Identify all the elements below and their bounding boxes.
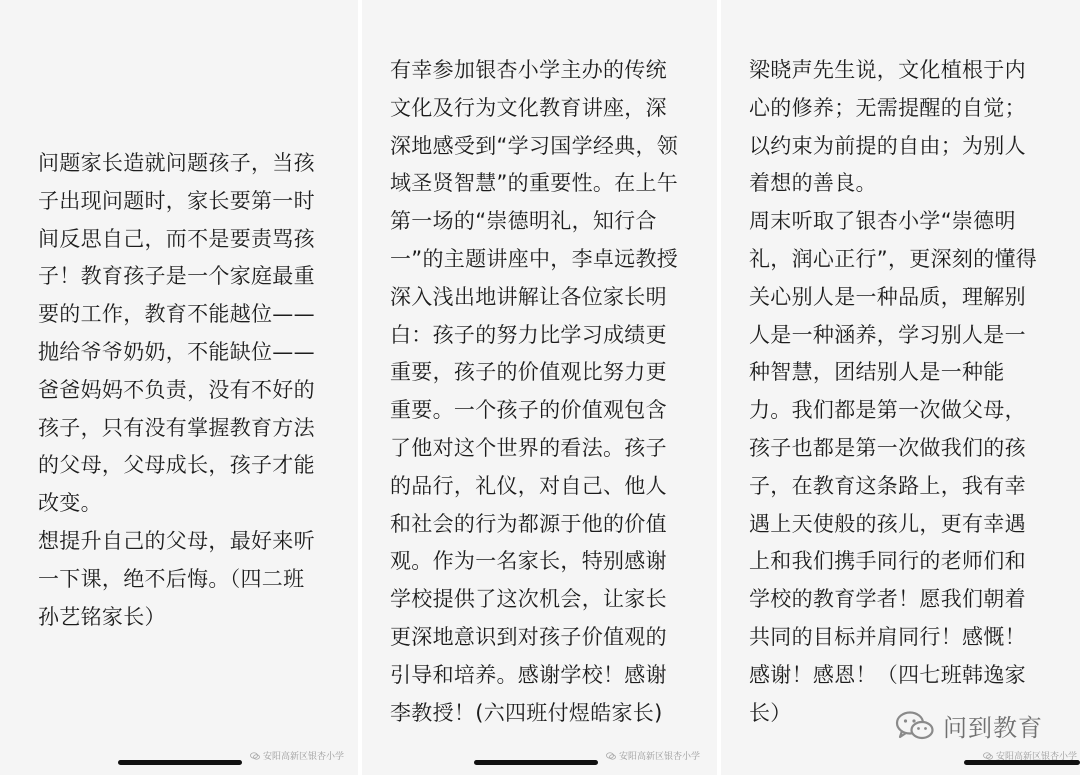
wechat-icon (606, 752, 616, 760)
text-line: 孩子，只有没有掌握教育方法 (38, 415, 315, 440)
brand-name: 问到教育 (943, 714, 1043, 742)
text-line: 感谢！感恩！（四七班韩逸家 (749, 662, 1026, 687)
parent-comment-3 (749, 52, 1054, 732)
text-line: 心的修养；无需提醒的自觉； (749, 95, 1026, 120)
brand-watermark (895, 708, 1043, 743)
text-line: 子，在教育这条路上，我有幸 (749, 473, 1026, 498)
text-line: 文化及行为文化教育讲座，深 (390, 95, 667, 120)
text-line: 着想的善良。 (749, 171, 877, 196)
text-line: 学校的教育学者！愿我们朝着 (749, 587, 1026, 612)
text-line: 问题家长造就问题孩子，当孩 (38, 151, 315, 175)
text-line: 关心别人是一种品质，理解别 (749, 284, 1026, 309)
text-line: 学校提供了这次机会，让家长 (390, 587, 667, 612)
text-line: 重要，孩子的价值观比努力更 (390, 360, 667, 385)
screenshot-panel-2 (362, 0, 717, 775)
text-line: 以约束为前提的自由；为别人 (749, 133, 1026, 158)
text-line: 重要。一个孩子的价值观包含 (390, 398, 667, 423)
text-line: 改变。 (38, 491, 102, 516)
text-line: 上和我们携手同行的老师们和 (749, 549, 1026, 574)
text-line: 要的工作，教育不能越位—— (38, 302, 315, 327)
text-line: 共同的目标并肩同行！感慨！ (749, 624, 1026, 649)
text-line: 力。我们都是第一次做父母， (749, 398, 1026, 423)
watermark (250, 749, 344, 762)
text-line: 人是一种涵养，学习别人是一 (749, 322, 1026, 347)
text-line: 一”的主题讲座中，李卓远教授 (390, 246, 679, 271)
watermark (983, 749, 1077, 762)
text-line: 一下课，绝不后悔。（四二班 (38, 566, 305, 591)
text-line: 观。作为一名家长，特别感谢 (390, 549, 667, 574)
text-line: 第一场的“崇德明礼，知行合 (390, 209, 657, 234)
text-line: 长） (749, 700, 792, 725)
text-line: 李教授！(六四班付煜皓家长) (390, 700, 663, 725)
text-line: 子！教育孩子是一个家庭最重 (38, 264, 315, 289)
text-line: 孩子也都是第一次做我们的孩 (749, 435, 1026, 460)
text-line: 深入浅出地讲解让各位家长明 (390, 284, 667, 309)
text-line: 遇上天使般的孩儿，更有幸遇 (749, 511, 1026, 536)
text-line: 的父母，父母成长，孩子才能 (38, 453, 315, 478)
text-line: 域圣贤智慧”的重要性。在上午 (390, 171, 679, 196)
watermark-text: 安阳高新区银杏小学 (619, 752, 701, 762)
parent-comment-2 (390, 52, 690, 732)
watermark-text: 安阳高新区银杏小学 (996, 752, 1078, 762)
text-line: 子出现问题时，家长要第一时 (38, 188, 315, 213)
text-line: 有幸参加银杏小学主办的传统 (390, 58, 667, 82)
text-line: 礼，润心正行”，更深刻的懂得 (749, 246, 1038, 271)
screenshot-panel-1 (0, 0, 358, 775)
text-line: 梁晓声先生说，文化植根于内 (749, 58, 1026, 82)
wechat-icon (250, 752, 260, 760)
parent-comment-1 (38, 145, 338, 636)
text-line: 引导和培养。感谢学校！感谢 (390, 662, 667, 687)
watermark (606, 749, 700, 762)
text-line: 种智慧，团结别人是一种能 (749, 360, 1005, 385)
text-line: 深地感受到“学习国学经典，领 (390, 133, 679, 158)
text-line: 周末听取了银杏小学“崇德明 (749, 209, 1016, 234)
wechat-icon (983, 752, 993, 760)
text-line: 爸爸妈妈不负责，没有不好的 (38, 377, 315, 402)
text-line: 白：孩子的努力比学习成绩更 (390, 322, 667, 347)
text-line: 间反思自己，而不是要责骂孩 (38, 226, 315, 251)
wechat-icon (895, 710, 935, 742)
text-line: 想提升自己的父母，最好来听 (38, 528, 315, 553)
text-line: 了他对这个世界的看法。孩子 (390, 435, 667, 460)
home-indicator[interactable] (474, 760, 598, 765)
screenshot-panel-3 (721, 0, 1080, 775)
text-line: 孙艺铭家长） (38, 604, 166, 629)
home-indicator[interactable] (118, 760, 242, 765)
watermark-text: 安阳高新区银杏小学 (263, 752, 345, 762)
text-line: 更深地意识到对孩子价值观的 (390, 624, 667, 649)
text-line: 和社会的行为都源于他的价值 (390, 511, 667, 536)
text-line: 抛给爷爷奶奶，不能缺位—— (38, 339, 315, 364)
text-line: 的品行，礼仪，对自己、他人 (390, 473, 667, 498)
